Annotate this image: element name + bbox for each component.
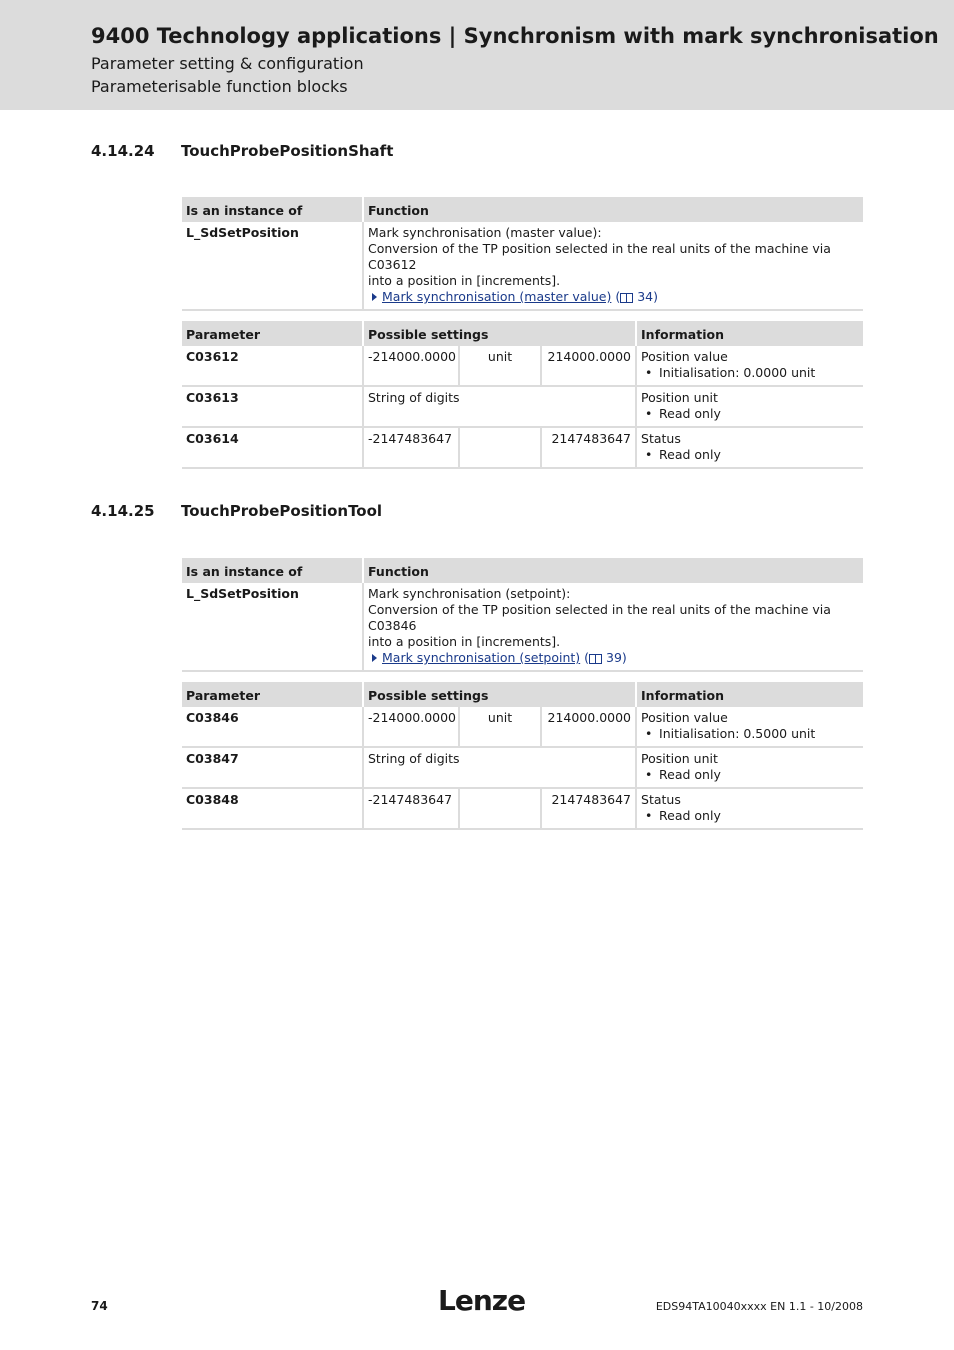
info-bullet: • Read only xyxy=(641,808,859,824)
info-bullet: • Initialisation: 0.0000 unit xyxy=(641,365,859,381)
page-number: 74 xyxy=(91,1299,108,1313)
function-description xyxy=(363,583,863,671)
col-header-information: Information xyxy=(636,682,863,707)
section-title: TouchProbePositionShaft xyxy=(181,142,394,160)
table-row xyxy=(182,427,863,468)
info-bullet: • Read only xyxy=(641,406,859,422)
param-unit: unit xyxy=(459,707,541,747)
parameter-table-tool xyxy=(182,682,863,830)
col-header-parameter: Parameter xyxy=(182,682,363,707)
arrow-right-icon xyxy=(372,293,377,301)
table-row xyxy=(182,346,863,386)
param-max: 2147483647 xyxy=(541,788,636,829)
section-number: 4.14.24 xyxy=(91,142,155,160)
param-info xyxy=(636,747,863,788)
param-min: -2147483647 xyxy=(363,788,459,829)
book-icon xyxy=(589,654,602,663)
parameter-table-shaft xyxy=(182,321,863,469)
param-unit: unit xyxy=(459,346,541,386)
col-header-settings: Possible settings xyxy=(363,682,636,707)
param-unit xyxy=(459,427,541,468)
mark-sync-setpoint-link[interactable]: Mark synchronisation (setpoint) xyxy=(382,650,581,665)
param-info xyxy=(636,707,863,747)
param-info xyxy=(636,386,863,427)
header-subtitle-1: Parameter setting & configuration xyxy=(91,54,364,73)
param-code: C03612 xyxy=(182,346,363,386)
param-max: 2147483647 xyxy=(541,427,636,468)
param-info xyxy=(636,427,863,468)
instance-table-tool xyxy=(182,558,863,672)
book-icon xyxy=(620,293,633,302)
info-text: Status xyxy=(641,792,681,807)
param-max: 214000.0000 xyxy=(541,707,636,747)
param-min: -2147483647 xyxy=(363,427,459,468)
param-code: C03614 xyxy=(182,427,363,468)
document-id: EDS94TA10040xxxx EN 1.1 - 10/2008 xyxy=(655,1300,863,1313)
cross-reference: Mark synchronisation (setpoint) ( 39) xyxy=(368,650,859,666)
header-title: 9400 Technology applications | Synchronism with mark synchronisation xyxy=(91,24,939,48)
arrow-right-icon xyxy=(372,654,377,662)
table-row xyxy=(182,788,863,829)
info-text: Position unit xyxy=(641,390,718,405)
section-heading-touchprobepositiontool xyxy=(91,502,382,520)
function-line: into a position in [increments]. xyxy=(368,634,561,649)
param-info xyxy=(636,346,863,386)
param-code: C03848 xyxy=(182,788,363,829)
param-info xyxy=(636,788,863,829)
col-header-parameter: Parameter xyxy=(182,321,363,346)
param-code: C03846 xyxy=(182,707,363,747)
info-bullet: • Initialisation: 0.5000 unit xyxy=(641,726,859,742)
mark-sync-master-link[interactable]: Mark synchronisation (master value) xyxy=(382,289,612,304)
col-header-instance: Is an instance of xyxy=(182,558,363,583)
param-code: C03847 xyxy=(182,747,363,788)
table-row xyxy=(182,583,863,671)
info-text: Position value xyxy=(641,710,728,725)
col-header-information: Information xyxy=(636,321,863,346)
param-setting: String of digits xyxy=(363,386,636,427)
col-header-instance: Is an instance of xyxy=(182,197,363,222)
section-heading-touchprobepositionshaft xyxy=(91,142,393,160)
param-unit xyxy=(459,788,541,829)
header-subtitle-2: Parameterisable function blocks xyxy=(91,77,348,96)
col-header-function: Function xyxy=(363,197,863,222)
info-text: Position unit xyxy=(641,751,718,766)
page-ref[interactable]: 39 xyxy=(606,650,622,665)
param-min: -214000.0000 xyxy=(363,346,459,386)
page-header xyxy=(0,0,954,110)
info-bullet: • Read only xyxy=(641,767,859,783)
function-line: into a position in [increments]. xyxy=(368,273,561,288)
table-row xyxy=(182,222,863,310)
instance-name: L_SdSetPosition xyxy=(182,583,363,671)
info-text: Status xyxy=(641,431,681,446)
function-description xyxy=(363,222,863,310)
function-line: Conversion of the TP position selected in the real units of the machine via C03612 xyxy=(368,241,831,272)
section-title: TouchProbePositionTool xyxy=(181,502,383,520)
col-header-function: Function xyxy=(363,558,863,583)
instance-table-shaft xyxy=(182,197,863,311)
info-text: Position value xyxy=(641,349,728,364)
function-line: Conversion of the TP position selected in the real units of the machine via C03846 xyxy=(368,602,831,633)
table-row xyxy=(182,707,863,747)
lenze-logo: Lenze xyxy=(438,1284,526,1317)
function-line: Mark synchronisation (setpoint): xyxy=(368,586,571,601)
param-code: C03613 xyxy=(182,386,363,427)
param-setting: String of digits xyxy=(363,747,636,788)
section-number: 4.14.25 xyxy=(91,502,155,520)
col-header-settings: Possible settings xyxy=(363,321,636,346)
table-row xyxy=(182,747,863,788)
cross-reference: Mark synchronisation (master value) ( 34) xyxy=(368,289,859,305)
table-row xyxy=(182,386,863,427)
param-min: -214000.0000 xyxy=(363,707,459,747)
page-ref[interactable]: 34 xyxy=(637,289,654,304)
param-max: 214000.0000 xyxy=(541,346,636,386)
instance-name: L_SdSetPosition xyxy=(182,222,363,310)
function-line: Mark synchronisation (master value): xyxy=(368,225,602,240)
info-bullet: • Read only xyxy=(641,447,859,463)
